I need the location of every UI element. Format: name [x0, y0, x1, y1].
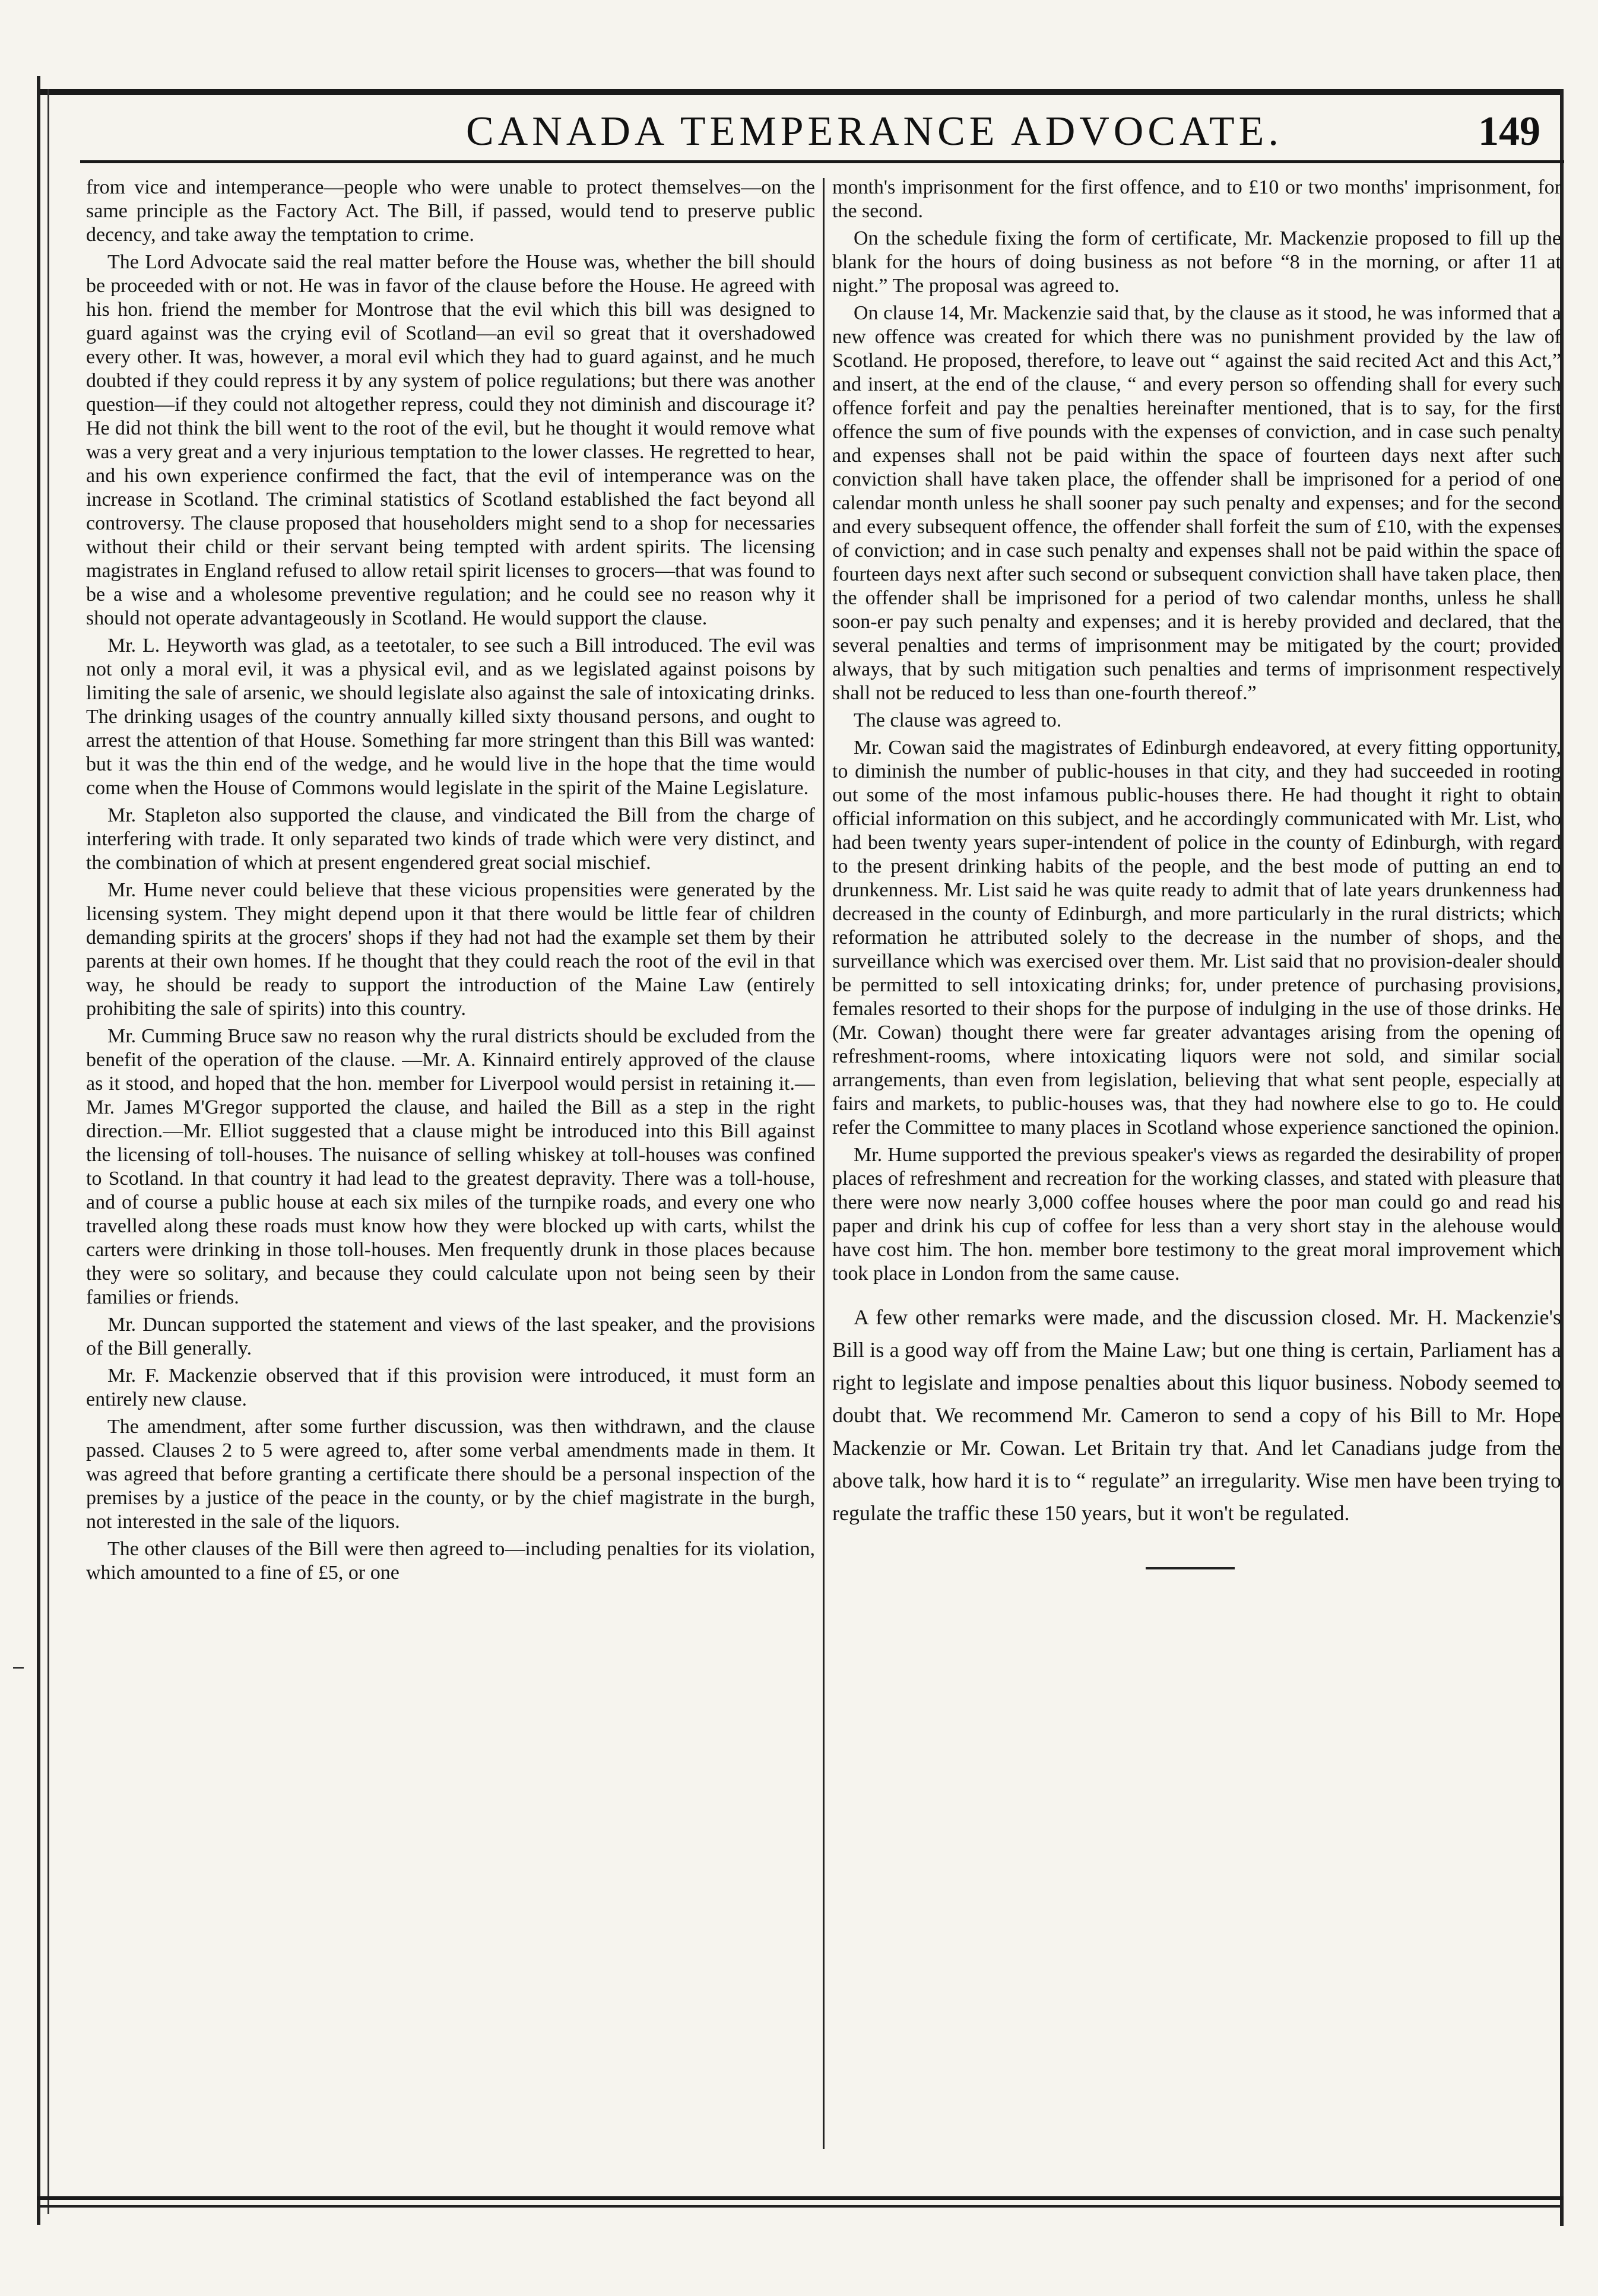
paragraph: Mr. Stapleton also supported the clause, and vindicated the Bill from the charge of interfering with trade. It only separated two kinds of trade which were very distinct, and the combination of which at present engendered great social mischief. [86, 804, 815, 874]
page-frame-left-rule [37, 76, 40, 2225]
right-column [832, 176, 1561, 2152]
paragraph: The other clauses of the Bill were then agreed to—including penalties for its violation, which amounted to a fine of £5, or one [86, 1538, 815, 1584]
paragraph: Mr. Hume supported the previous speaker's views as regarded the desirability of proper places of refreshment and recreation for the working classes, and stated with pleasure that there were now nearly 3,000 coffee houses where the poor man could go and read his paper and drink his cup of coffee for less than a very short stay in the alehouse would have cost him. The hon. member bore testimony to the great moral improvement which took place in London from the same cause. [832, 1144, 1561, 1285]
paragraph: Mr. Hume never could believe that these vicious propensities were generated by the licensing system. They might depend upon it that there would be little fear of children demanding spirits at the grocers' shops if they had not had the example set them by their parents at their own homes. If he thought that they could reach the root of the evil in that way, he should be ready to support the introduction of the Maine Law (entirely prohibiting the sale of spirits) into this country. [86, 879, 815, 1020]
header-rule [80, 160, 1564, 163]
column-divider [823, 178, 825, 2149]
page-frame-bottom-rule [37, 2196, 1564, 2200]
paragraph: Mr. Cowan said the magistrates of Edinburgh endeavored, at every fitting opportunity, to diminish the number of public-houses in that city, and they had succeeded in rooting out some of the most infamous public-houses there. He had thought it right to obtain official information on this subject, and he accordingly communicated with Mr. List, who had been twenty years super-intendent of police in the county of Edinburgh, with regard to the present drinking habits of the people, and the best mode of putting an end to drunkenness. Mr. List said he was quite ready to admit that of late years drunkenness had decreased in the county of Edinburgh, and more particularly in the rural districts; which reformation he attributed solely to the decrease in the number of shops, and the surveillance which was exercised over them. Mr. List said that no provision-dealer should be permitted to sell intoxicating drinks; for, under pretence of purchasing provisions, females resorted to their shops for the purpose of indulging in the use of those drinks. He (Mr. Cowan) thought there were far greater advantages arising from the opening of refreshment-rooms, where intoxicating liquors were not sold, and similar social arrangements, than even from legislation, believing that what sent people, especially at fairs and markets, to public-houses was, that they had nowhere else to go to. He could refer the Committee to many places in Scotland whose experience sanctioned the opinion. [832, 737, 1561, 1139]
paragraph: On clause 14, Mr. Mackenzie said that, by the clause as it stood, he was informed that a new offence was created for which there was no punishment provided by the law of Scotland. He proposed, therefore, to leave out “ against the said recited Act and this Act,” and insert, at the end of the clause, “ and every person so offending shall for every such offence forfeit and pay the penalties hereinafter mentioned, that is to say, for the first offence the sum of five pounds with the expenses of conviction, and in case such penalty and expenses shall not be paid within the space of fourteen days next after such conviction shall have taken place, the offender shall be imprisoned for a period of one calendar month unless he shall sooner pay such penalty and expenses; and for the second and every subsequent offence, the offender shall forfeit the sum of £10, with the expenses of conviction; and in case such penalty and expenses shall not be paid within the space of fourteen days next after such second or subsequent conviction shall have taken place, then the offender shall be imprisoned for a period of two calendar months, unless he shall soon-er pay such penalty and expenses; and it is hereby provided and declared, that the several penalties and terms of imprisonment may be mitigated by the court; provided always, that by such mitigation such penalties and terms of imprisonment respectively shall not be reduced to less than one-fourth thereof.” [832, 302, 1561, 704]
editorial-note: A few other remarks were made, and the discussion closed. Mr. H. Mackenzie's Bill is a good way off from the Maine Law; but one thing is certain, Parliament has a right to legislate and impose penalties about this liquor business. Nobody seemed to doubt that. We recommend Mr. Cameron to send a copy of his Bill to Mr. Hope Mackenzie or Mr. Cowan. Let Britain try that. And let Canadians judge from the above talk, how hard it is to “ regulate” an irregularity. Wise men have been trying to regulate the traffic these 150 years, but it won't be regulated. [832, 1305, 1561, 1525]
page-number: 149 [1478, 109, 1540, 154]
paragraph: The Lord Advocate said the real matter before the House was, whether the bill should be proceeded with or not. He was in favor of the clause before the House. He agreed with his hon. friend the member for Montrose that the evil which this bill was designed to guard against was the crying evil of Scotland—an evil so great that it overshadowed every other. It was, however, a moral evil which they had to guard against, and he much doubted if they could repress it by any system of police regulations; but there was another question—if they could not altogether repress, could they not diminish and discourage it? He did not think the bill went to the root of the evil, but he thought it would remove what was a very great and a very injurious temptation to the lower classes. He regretted to hear, and his own experience confirmed the fact, that the evil of intemperance was on the increase in Scotland. The criminal statistics of Scotland established the fact beyond all controversy. The clause proposed that householders might send to a shop for necessaries without their child or their servant being tempted with ardent spirits. The licensing magistrates in England refused to allow retail spirit licenses to grocers—that was found to be a wise and a wholesome preventive regulation; and he could see no reason why it should not operate advantageously in Scotland. He would support the clause. [86, 251, 815, 629]
page-frame-bottom-inner-rule [37, 2205, 1564, 2208]
paragraph: The clause was agreed to. [854, 709, 1062, 731]
paragraph: Mr. L. Heyworth was glad, as a teetotaler, to see such a Bill introduced. The evil was not only a moral evil, it was a physical evil, and as we legislated against poisons by limiting the sale of arsenic, we should legislate also against the sale of intoxicating drinks. The drinking usages of the country annually killed sixty thousand persons, and ought to arrest the attention of that House. Something far more stringent than this Bill was wanted: but it was the thin end of the wedge, and he would live in the hope that the time would come when the House of Commons would legislate in the spirit of the Maine Legislature. [86, 635, 815, 799]
page-frame-left-inner-rule [47, 89, 49, 2214]
left-column [86, 176, 815, 2152]
page-frame-top-rule [37, 89, 1564, 95]
paragraph: Mr. F. Mackenzie observed that if this provision were introduced, it must form an entirely new clause. [86, 1365, 815, 1410]
page-title: CANADA TEMPERANCE ADVOCATE. [466, 109, 1283, 154]
paragraph: from vice and intemperance—people who were unable to protect themselves—on the same principle as the Factory Act. The Bill, if passed, would tend to preserve public decency, and take away the temptation to crime. [86, 176, 815, 246]
masthead [80, 101, 1564, 166]
paragraph: month's imprisonment for the first offence, and to £10 or two months' imprisonment, for the second. [832, 176, 1561, 222]
paragraph: On the schedule fixing the form of certificate, Mr. Mackenzie proposed to fill up the blank for the hours of doing business as not before “8 in the morning, or after 11 at night.” The proposal was agreed to. [832, 227, 1561, 297]
margin-mark [13, 1667, 24, 1669]
paragraph: The amendment, after some further discussion, was then withdrawn, and the clause passed. Clauses 2 to 5 were agreed to, after some verbal amendments made in them. It was agreed that before granting a certificate there should be a personal inspection of the premises by a justice of the peace in the county, or by the chief magistrate in the burgh, not interested in the sale of the liquors. [86, 1416, 815, 1533]
paragraph: Mr. Duncan supported the statement and views of the last speaker, and the provisions of the Bill generally. [86, 1314, 815, 1359]
end-rule [1146, 1567, 1235, 1569]
paragraph: Mr. Cumming Bruce saw no reason why the rural districts should be excluded from the benefit of the operation of the clause. —Mr. A. Kinnaird entirely approved of the clause as it stood, and hoped that the hon. member for Liverpool would persist in retaining it.—Mr. James M'Gregor supported the clause, and hailed the Bill as a step in the right direction.—Mr. Elliot suggested that a clause might be introduced into this Bill against the licensing of toll-houses. The nuisance of selling whiskey at toll-houses was confined to Scotland. In that country it had lead to the greatest depravity. There was a toll-house, and of course a public house at each six miles of the turnpike roads, and every one who travelled along these roads must know how they were blocked up with carts, whilst the carters were drinking in those toll-houses. Men frequently drunk in those places because they were so solitary, and because they could calculate upon not being seen by their families or friends. [86, 1025, 815, 1308]
